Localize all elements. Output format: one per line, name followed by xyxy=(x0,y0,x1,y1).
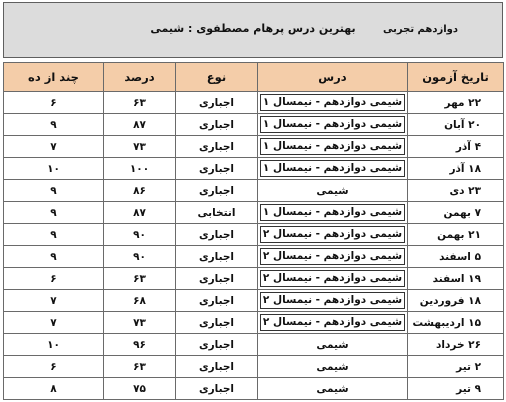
table-row xyxy=(4,378,504,400)
title-box xyxy=(3,2,503,58)
cell-score: ۱۰ xyxy=(4,158,104,180)
cell-type: اجباری xyxy=(176,290,258,312)
cell-course xyxy=(258,224,408,246)
course-label: شیمی دوازدهم - نیمسال ۲ xyxy=(260,292,405,309)
cell-percent: ۶۸ xyxy=(104,290,176,312)
table-row xyxy=(4,246,504,268)
cell-score: ۷ xyxy=(4,312,104,334)
cell-exam-date: ۲۰ آبان xyxy=(408,114,504,136)
table-row xyxy=(4,224,504,246)
header-type: نوع xyxy=(176,63,258,92)
cell-type: اجباری xyxy=(176,246,258,268)
table-row xyxy=(4,290,504,312)
cell-score: ۹ xyxy=(4,246,104,268)
cell-score: ۹ xyxy=(4,114,104,136)
grade-label: دوازدهم تجربی xyxy=(383,24,458,35)
course-label: شیمی دوازدهم - نیمسال ۲ xyxy=(260,248,405,265)
cell-percent: ۱۰۰ xyxy=(104,158,176,180)
cell-score: ۹ xyxy=(4,202,104,224)
course-label: شیمی دوازدهم - نیمسال ۱ xyxy=(260,116,405,133)
cell-score: ۷ xyxy=(4,290,104,312)
header-exam-date: تاریخ آزمون xyxy=(408,63,504,92)
cell-course: شیمی xyxy=(258,378,408,400)
cell-type: اجباری xyxy=(176,268,258,290)
page-title: بهترین درس پرهام مصطفوی : شیمی xyxy=(150,22,356,35)
cell-exam-date: ۲۱ بهمن xyxy=(408,224,504,246)
cell-exam-date: ۱۸ فروردین xyxy=(408,290,504,312)
cell-exam-date: ۷ بهمن xyxy=(408,202,504,224)
cell-score: ۹ xyxy=(4,224,104,246)
course-label: شیمی دوازدهم - نیمسال ۱ xyxy=(260,138,405,155)
cell-percent: ۸۷ xyxy=(104,114,176,136)
cell-type: اجباری xyxy=(176,180,258,202)
table-row xyxy=(4,136,504,158)
course-label: شیمی دوازدهم - نیمسال ۲ xyxy=(260,314,405,331)
cell-type: انتخابی xyxy=(176,202,258,224)
cell-course xyxy=(258,246,408,268)
cell-percent: ۷۳ xyxy=(104,312,176,334)
table-row xyxy=(4,158,504,180)
table-row xyxy=(4,180,504,202)
cell-course xyxy=(258,312,408,334)
cell-exam-date: ۱۵ اردیبهشت xyxy=(408,312,504,334)
course-label: شیمی دوازدهم - نیمسال ۱ xyxy=(260,204,405,221)
cell-score: ۱۰ xyxy=(4,334,104,356)
cell-course xyxy=(258,290,408,312)
header-score: چند از ده xyxy=(4,63,104,92)
course-label: شیمی دوازدهم - نیمسال ۱ xyxy=(260,94,405,111)
cell-course: شیمی xyxy=(258,180,408,202)
cell-type: اجباری xyxy=(176,92,258,114)
cell-score: ۶ xyxy=(4,356,104,378)
course-label: شیمی دوازدهم - نیمسال ۲ xyxy=(260,226,405,243)
header-course: درس xyxy=(258,63,408,92)
cell-type: اجباری xyxy=(176,224,258,246)
cell-exam-date: ۲ تیر xyxy=(408,356,504,378)
cell-percent: ۹۶ xyxy=(104,334,176,356)
table-row xyxy=(4,334,504,356)
cell-course xyxy=(258,158,408,180)
cell-percent: ۸۶ xyxy=(104,180,176,202)
cell-score: ۶ xyxy=(4,268,104,290)
cell-type: اجباری xyxy=(176,158,258,180)
cell-exam-date: ۱۸ آذر xyxy=(408,158,504,180)
cell-type: اجباری xyxy=(176,334,258,356)
cell-percent: ۷۵ xyxy=(104,378,176,400)
cell-exam-date: ۵ اسفند xyxy=(408,246,504,268)
cell-percent: ۶۳ xyxy=(104,92,176,114)
cell-course xyxy=(258,202,408,224)
cell-course xyxy=(258,92,408,114)
cell-exam-date: ۴ آذر xyxy=(408,136,504,158)
cell-exam-date: ۲۲ مهر xyxy=(408,92,504,114)
exam-results-table xyxy=(3,62,504,400)
cell-exam-date: ۲۶ خرداد xyxy=(408,334,504,356)
course-label: شیمی دوازدهم - نیمسال ۱ xyxy=(260,160,405,177)
cell-score: ۶ xyxy=(4,92,104,114)
cell-type: اجباری xyxy=(176,136,258,158)
cell-exam-date: ۱۹ اسفند xyxy=(408,268,504,290)
table-row xyxy=(4,114,504,136)
cell-percent: ۹۰ xyxy=(104,246,176,268)
cell-exam-date: ۹ تیر xyxy=(408,378,504,400)
cell-percent: ۷۳ xyxy=(104,136,176,158)
table-row xyxy=(4,312,504,334)
cell-percent: ۹۰ xyxy=(104,224,176,246)
table-body xyxy=(4,92,504,400)
cell-type: اجباری xyxy=(176,356,258,378)
cell-course xyxy=(258,114,408,136)
cell-exam-date: ۲۳ دی xyxy=(408,180,504,202)
cell-type: اجباری xyxy=(176,312,258,334)
cell-course: شیمی xyxy=(258,334,408,356)
report-sheet xyxy=(3,2,503,395)
table-row xyxy=(4,92,504,114)
cell-type: اجباری xyxy=(176,114,258,136)
cell-course: شیمی xyxy=(258,356,408,378)
cell-score: ۹ xyxy=(4,180,104,202)
cell-type: اجباری xyxy=(176,378,258,400)
cell-course xyxy=(258,136,408,158)
table-row xyxy=(4,202,504,224)
cell-course xyxy=(258,268,408,290)
course-label: شیمی دوازدهم - نیمسال ۲ xyxy=(260,270,405,287)
cell-score: ۷ xyxy=(4,136,104,158)
table-row xyxy=(4,356,504,378)
cell-percent: ۶۳ xyxy=(104,268,176,290)
table-row xyxy=(4,268,504,290)
cell-score: ۸ xyxy=(4,378,104,400)
cell-percent: ۸۷ xyxy=(104,202,176,224)
cell-percent: ۶۳ xyxy=(104,356,176,378)
table-header-row xyxy=(4,63,504,92)
header-percent: درصد xyxy=(104,63,176,92)
